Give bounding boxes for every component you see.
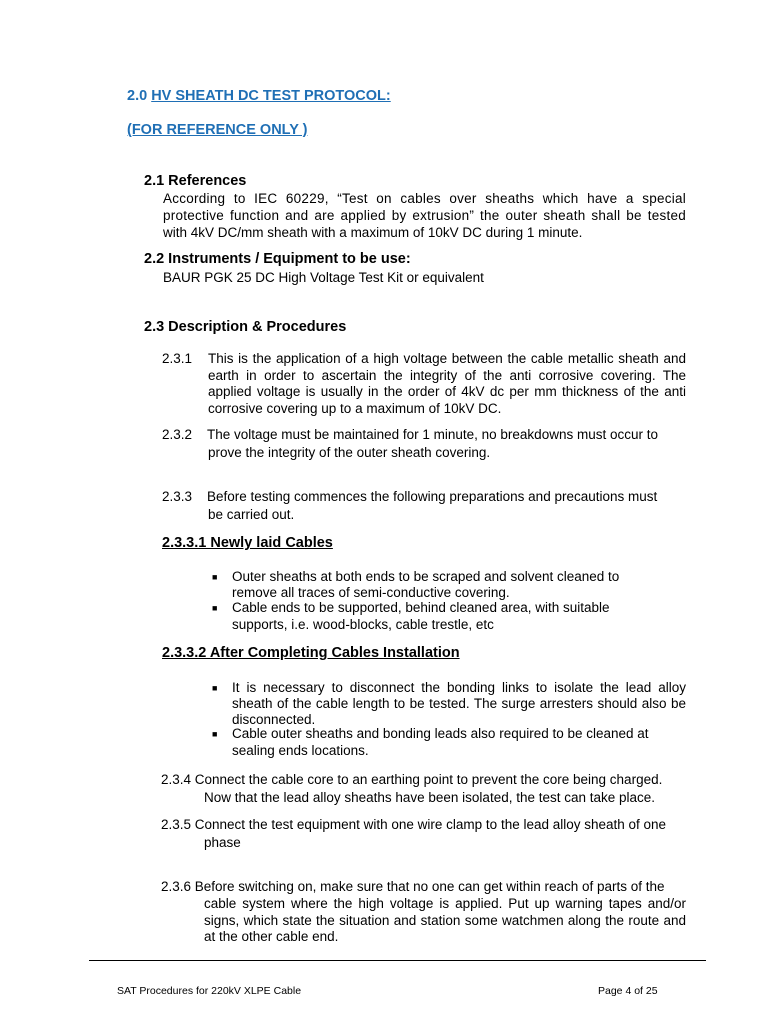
step-text: 2.3.4 Connect the cable core to an earthing point to prevent the core being charged. [161,772,663,787]
footer-title: SAT Procedures for 220kV XLPE Cable [117,985,302,997]
step-text-cont: Now that the lead alloy sheaths have been isolated, the test can take place. [204,790,656,805]
bullet-text: Cable ends to be supported, behind cleaned area, with suitable [232,600,610,615]
item-text: The voltage must be maintained for 1 minute, no breakdowns must occur to [207,427,658,442]
bullet-icon: ■ [212,683,218,693]
bullet-text-cont: sealing ends locations. [232,743,369,758]
bullet-text: Cable outer sheaths and bonding leads also required to be cleaned at [232,726,649,741]
footer-rule [89,960,706,961]
item-text: Before testing commences the following preparations and precautions must [207,489,658,504]
item-number: 2.3.2 [162,427,193,442]
step-text: 2.3.6 Before switching on, make sure that no one can get within reach of parts of the [161,879,665,894]
step-text-cont: phase [204,835,241,850]
step-text: 2.3.5 Connect the test equipment with one wire clamp to the lead alloy sheath of one [161,817,667,832]
page-number: Page 4 of 25 [598,985,658,997]
bullet-icon: ■ [212,603,218,613]
step-text-cont: cable system where the high voltage is applied. Put up warning tapes and/or signs, which state the situation and station some watchmen along the route and at the other cable end. [204,896,686,944]
item-number: 2.3.1 [162,351,193,366]
subsection-title: 2.3.3.2 After Completing Cables Installation [162,645,460,661]
description-title: 2.3 Description & Procedures [144,319,347,335]
bullet-text-cont: supports, i.e. wood-blocks, cable trestle, etc [232,617,494,632]
subsection-title: 2.3.3.1 Newly laid Cables [162,535,333,551]
instruments-body: BAUR PGK 25 DC High Voltage Test Kit or equivalent [163,270,484,285]
item-text-cont: be carried out. [208,507,295,522]
section-heading [127,88,391,104]
item-number: 2.3.3 [162,489,193,504]
references-title: 2.1 References [144,173,247,189]
bullet-icon: ■ [212,572,218,582]
references-body-last: with 4kV DC/mm sheath with a maximum of 10kV DC during 1 minute. [163,225,583,240]
bullet-text-cont: remove all traces of semi-conductive covering. [232,585,510,600]
instruments-title: 2.2 Instruments / Equipment to be use: [144,251,411,267]
bullet-text: It is necessary to disconnect the bonding links to isolate the lead alloy sheath of the cable length to be tested. The surge arresters should also be disconnected. [232,680,686,727]
item-text: This is the application of a high voltage between the cable metallic sheath and earth in order to ascertain the integrity of the anti corrosive covering. The applied voltage is usually in the order of 4kV dc per mm thickness of the anti corrosive covering up to a maximum of 10kV DC. [208,351,686,416]
section-subtitle: (FOR REFERENCE ONLY ) [127,122,308,138]
section-number: 2.0 [127,88,148,104]
bullet-icon: ■ [212,729,218,739]
section-title: HV SHEATH DC TEST PROTOCOL: [151,88,391,104]
item-text-cont: prove the integrity of the outer sheath covering. [208,445,491,460]
references-body: According to IEC 60229, “Test on cables over sheaths which have a special protective function and are applied by extrusion” the outer sheath shall be tested [163,191,686,223]
bullet-text: Outer sheaths at both ends to be scraped and solvent cleaned to [232,569,620,584]
